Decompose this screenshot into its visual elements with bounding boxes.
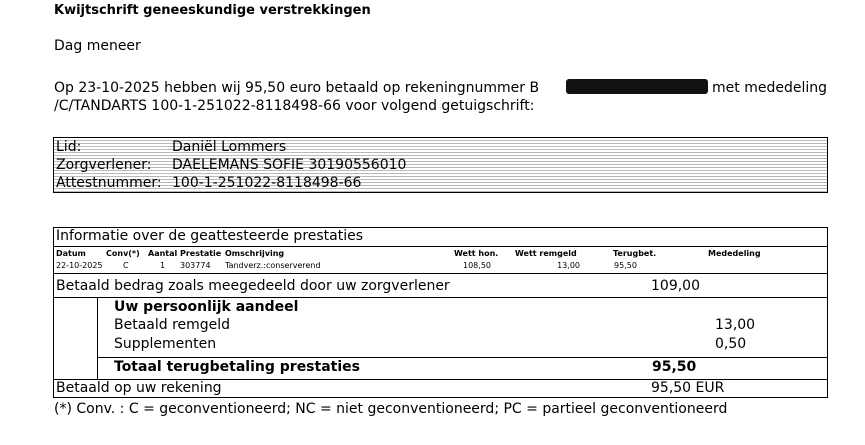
divider [54,273,827,274]
account-paid-label: Betaald op uw rekening [56,380,222,396]
divider [54,246,827,247]
account-paid-value: 95,50 EUR [651,380,725,396]
col-conv: Conv(*) [106,249,140,258]
provider-label: Zorgverlener: [56,157,152,173]
cell-conv: C [123,261,129,270]
col-terugbet: Terugbet. [613,249,657,258]
col-mededeling: Mededeling [708,249,761,258]
paid-by-provider-value: 109,00 [651,278,700,294]
col-wett-hon: Wett hon. [454,249,499,258]
cell-omschrijving: Tandverz.:conserverend [225,261,321,270]
services-table [53,227,828,398]
redacted-account-number [566,79,708,94]
document-title: Kwijtschrift geneeskundige verstrekkingen [54,3,371,18]
cell-wett-remgeld: 13,00 [557,261,580,270]
total-label: Totaal terugbetaling prestaties [114,359,360,375]
total-value: 95,50 [652,359,697,375]
member-value: Daniël Lommers [172,139,287,155]
cell-wett-hon: 108,50 [463,261,491,270]
remgeld-value: 13,00 [715,317,756,333]
cell-prestatie: 303774 [180,261,211,270]
member-row [56,138,286,156]
remgeld-label: Betaald remgeld [114,317,231,333]
attest-value: 100-1-251022-8118498-66 [172,175,362,191]
col-wett-remgeld: Wett remgeld [515,249,577,258]
attest-row [56,174,361,192]
personal-share-heading: Uw persoonlijk aandeel [114,299,299,315]
attest-label: Attestnummer: [56,175,162,191]
services-heading: Informatie over de geattesteerde prestaties [56,228,364,244]
intro-text-before: Op 23-10-2025 hebben wij 95,50 euro betaald op rekeningnummer [54,80,525,96]
paid-by-provider-label: Betaald bedrag zoals meegedeeld door uw zorgverlener [56,278,450,294]
supplements-value: 0,50 [715,336,747,352]
intro-text-after: met mededeling [712,80,827,96]
intro-line-1 [54,80,539,96]
divider [98,357,828,358]
cell-terugbet: 95,50 [614,261,637,270]
member-label: Lid: [56,139,82,155]
cell-datum: 22-10-2025 [56,261,103,270]
supplements-label: Supplementen [114,336,217,352]
personal-share-section [97,298,828,380]
col-omschrijving: Omschrijving [225,249,285,258]
col-datum: Datum [56,249,86,258]
account-prefix: B [529,80,540,96]
provider-value: DAELEMANS SOFIE 30190556010 [172,157,407,173]
col-aantal: Aantal [148,249,178,258]
col-prestatie: Prestatie [180,249,222,258]
intro-line-2: /C/TANDARTS 100-1-251022-8118498-66 voor volgend getuigschrift: [54,98,535,114]
member-info-box [53,137,828,193]
cell-aantal: 1 [160,261,166,270]
greeting: Dag meneer [54,38,141,54]
provider-row [56,156,406,174]
footnote: (*) Conv. : C = geconventioneerd; NC = niet geconventioneerd; PC = partieel geconventioneerd [54,401,728,417]
